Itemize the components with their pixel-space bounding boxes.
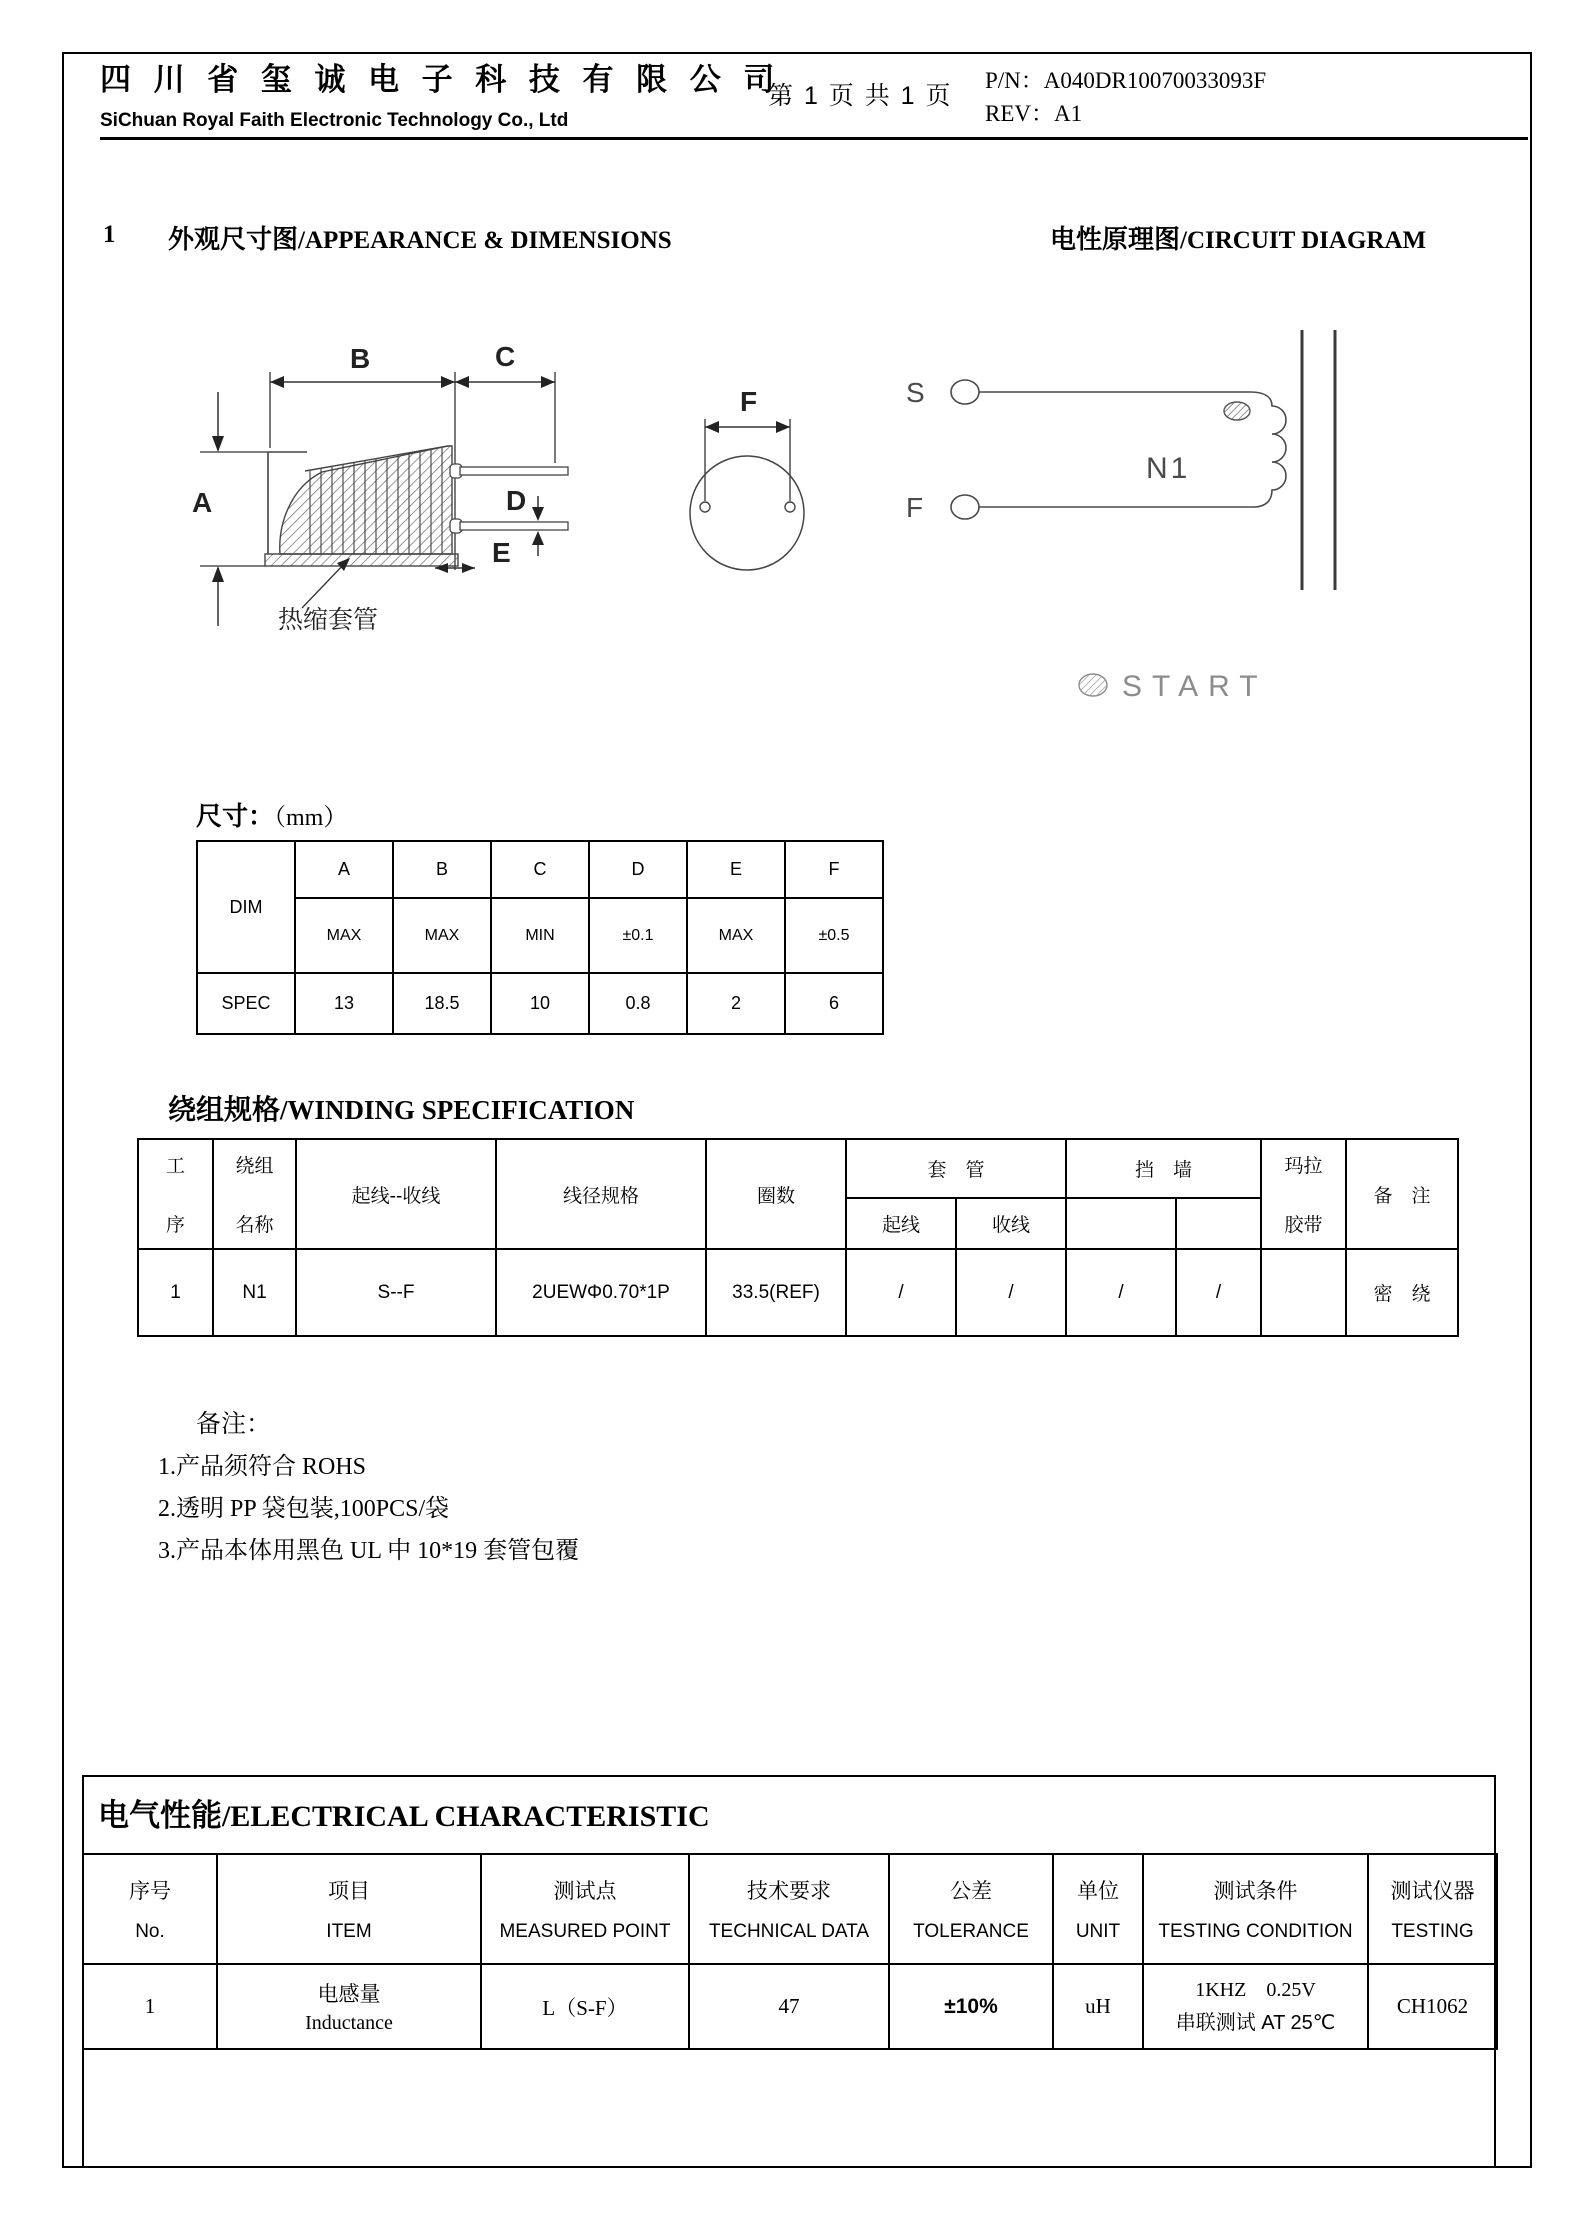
spec-val-d: 0.8 [589,973,687,1034]
col-barrier-1 [1066,1198,1176,1249]
dimension-table [196,840,884,1035]
revision-line [985,95,1082,128]
winding-row-mylar [1261,1249,1346,1336]
dim-qual-e: MAX [687,898,785,973]
dim-label-c: C [495,341,516,372]
col-mylar [1261,1139,1346,1249]
spec-val-c: 10 [491,973,589,1034]
dim-col-b: B [393,841,491,898]
winding-row-no: 1 [138,1249,213,1336]
winding-title-en: /WINDING SPECIFICATION [280,1095,635,1125]
dim-label-f: F [740,386,758,417]
dimension-caption [196,796,347,833]
page-number-info: 第 1 页 共 1 页 [768,82,953,110]
spec-val-f: 6 [785,973,883,1034]
winding-name-l1: 绕组 [235,1156,274,1177]
elec-row-item-en: Inductance [305,2012,393,2034]
rev-value: A1 [1054,101,1083,126]
dim-label-a: A [192,487,213,518]
electrical-row [83,1964,1497,2049]
dim-header-cell: DIM [197,841,295,973]
elec-h-unit-zh: 单位 [1077,1880,1119,1903]
col-turns: 圈数 [706,1139,846,1249]
circuit-title-zh: 电性原理图 [1050,224,1181,254]
winding-row [138,1249,1458,1336]
elec-col-testing-condition [1143,1854,1368,1964]
note-item-3: 3.产品本体用黑色 UL 中 10*19 套管包覆 [158,1538,580,1564]
elec-h-td-zh: 技术要求 [747,1880,831,1903]
appearance-title-zh: 外观尺寸图 [168,224,299,254]
pn-value: A040DR10070033093F [1043,68,1267,93]
spec-val-e: 2 [687,973,785,1034]
winding-row-wire-spec: 2UEWΦ0.70*1P [496,1249,706,1336]
elec-col-item [217,1854,481,1964]
elec-col-measured-point [481,1854,689,1964]
section-number: 1 [103,221,116,248]
spec-val-b: 18.5 [393,973,491,1034]
winding-row-turns: 33.5(REF) [706,1249,846,1336]
elec-col-technical-data [689,1854,889,1964]
start-label: START [1122,670,1268,700]
company-name-zh: 四 川 省 玺 诚 电 子 科 技 有 限 公 司 [100,62,782,97]
elec-h-tc-en: TESTING CONDITION [1158,1921,1353,1942]
elec-row-instrument: CH1062 [1368,1964,1497,2049]
dim-qual-d: ±0.1 [589,898,687,973]
mylar-l1: 玛拉 [1284,1156,1323,1177]
elec-col-tolerance [889,1854,1053,1964]
col-barrier-2 [1176,1198,1261,1249]
circuit-diagram [890,230,1450,700]
dim-col-d: D [589,841,687,898]
elec-h-tc-zh: 测试条件 [1213,1880,1298,1903]
process-l2: 序 [165,1215,185,1236]
electrical-title [98,1790,710,1835]
winding-row-barrier1: / [1066,1249,1176,1336]
winding-row-sleeve-start: / [846,1249,956,1336]
elec-row-condition-l1: 1KHZ 0.25V [1195,1978,1316,2001]
elec-row-tolerance: ±10% [889,1964,1053,2049]
elec-row-item [217,1964,481,2049]
winding-spec-title [168,1088,634,1128]
dim-col-a: A [295,841,393,898]
elec-row-condition [1143,1964,1368,2049]
col-sleeve-group: 套 管 [846,1139,1066,1198]
dim-col-e: E [687,841,785,898]
elec-row-item-zh: 电感量 [317,1983,381,2006]
circuit-title-en: /CIRCUIT DIAGRAM [1180,227,1427,254]
spec-header-cell: SPEC [197,973,295,1034]
winding-row-name: N1 [213,1249,296,1336]
dim-qual-f: ±0.5 [785,898,883,973]
process-l1: 工 [165,1156,185,1177]
appearance-dimensions-title [168,219,672,256]
dimension-caption-zh: 尺寸： [196,801,275,831]
winding-row-remark: 密 绕 [1346,1249,1458,1336]
winding-row-sleeve-end: / [956,1249,1066,1336]
elec-h-item-zh: 项目 [328,1880,370,1903]
spec-val-a: 13 [295,973,393,1034]
winding-spec-table [137,1138,1459,1337]
col-start-end: 起线--收线 [296,1139,496,1249]
company-name-en: SiChuan Royal Faith Electronic Technology Co., Ltd [100,110,569,131]
terminal-f-label: F [906,492,924,523]
col-wire-spec: 线径规格 [496,1139,706,1249]
rev-label: REV： [985,101,1054,126]
inductor-front-view [660,385,840,585]
coil-label: N1 [1146,452,1191,485]
elec-h-item-en: ITEM [326,1921,372,1942]
winding-name-l2: 名称 [235,1215,274,1236]
elec-row-condition-l2: 串联测试 AT 25℃ [1175,2011,1336,2034]
dim-col-c: C [491,841,589,898]
elec-row-measured-point: L（S-F） [481,1964,689,2049]
part-number-line [985,62,1266,95]
elec-row-technical-data: 47 [689,1964,889,2049]
col-remark: 备 注 [1346,1139,1458,1249]
elec-col-testing-instrument [1368,1854,1497,1964]
dim-col-f: F [785,841,883,898]
elec-col-unit [1053,1854,1143,1964]
note-item-1: 1.产品须符合 ROHS [158,1454,367,1480]
winding-title-zh: 绕组规格 [168,1094,281,1125]
header-rule [100,137,1528,140]
sleeve-label: 热缩套管 [278,606,379,634]
terminal-s-label: S [906,377,925,408]
elec-h-no-zh: 序号 [129,1880,171,1903]
elec-h-tol-en: TOLERANCE [913,1921,1029,1942]
dim-label-e: E [492,537,511,568]
elec-h-ti-zh: 测试仪器 [1390,1880,1475,1903]
dimension-caption-unit: （mm） [274,805,348,831]
dim-qual-b: MAX [393,898,491,973]
elec-row-no: 1 [83,1964,217,2049]
elec-h-no-en: No. [135,1921,165,1942]
elec-h-unit-en: UNIT [1075,1921,1121,1942]
elec-h-mp-zh: 测试点 [553,1880,617,1903]
elec-row-unit: uH [1053,1964,1143,2049]
col-winding-name [213,1139,296,1249]
dim-label-d: D [506,485,527,516]
winding-row-barrier2: / [1176,1249,1261,1336]
col-process [138,1139,213,1249]
electrical-title-en: /ELECTRICAL CHARACTERISTIC [222,1800,710,1833]
col-sleeve-start: 起线 [846,1198,956,1249]
notes-title: 备注： [196,1410,272,1438]
col-sleeve-end: 收线 [956,1198,1066,1249]
electrical-table [82,1853,1498,2050]
appearance-title-en: /APPEARANCE & DIMENSIONS [298,227,672,254]
elec-h-ti-en: TESTING [1391,1921,1474,1942]
inductor-dimension-drawing [150,330,570,660]
note-item-2: 2.透明 PP 袋包装,100PCS/袋 [158,1496,450,1522]
elec-h-tol-zh: 公差 [950,1880,992,1903]
elec-h-td-en: TECHNICAL DATA [708,1921,870,1942]
dim-qual-c: MIN [491,898,589,973]
winding-row-start-end: S--F [296,1249,496,1336]
col-barrier-group: 挡 墙 [1066,1139,1261,1198]
electrical-title-zh: 电气性能 [98,1798,222,1833]
pn-label: P/N： [985,68,1044,93]
dim-label-b: B [350,343,371,374]
elec-col-no [83,1854,217,1964]
mylar-l2: 胶带 [1284,1215,1323,1236]
start-marker-icon [1079,674,1107,696]
elec-h-mp-en: MEASURED POINT [499,1921,671,1942]
dim-qual-a: MAX [295,898,393,973]
